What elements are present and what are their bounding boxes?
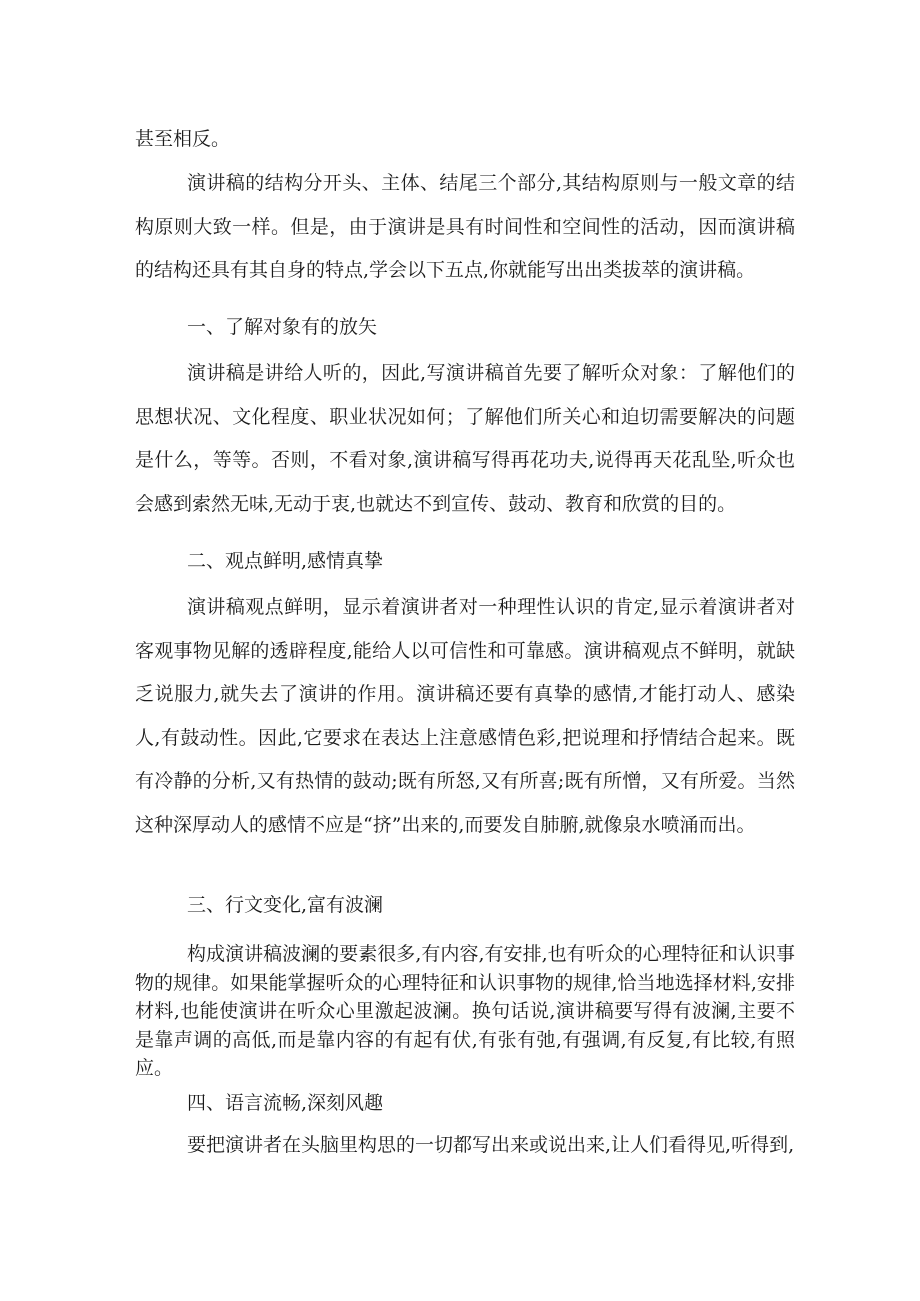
section-heading-3: 三、行文变化,富有波澜 xyxy=(187,894,384,916)
paragraph-structure-intro: 演讲稿的结构分开头、主体、结尾三个部分,其结构原则与一般文章的结构原则大致一样。但是，由于演讲是具有时间性和空间性的活动，因而演讲稿的结构还具有其自身的特点,学会以下五点,你就能写出出类拔萃的演讲稿。 xyxy=(135,172,795,281)
paragraph-section-2: 演讲稿观点鲜明，显示着演讲者对一种理性认识的肯定,显示着演讲者对客观事物见解的透辟程度,能给人以可信性和可靠感。演讲稿观点不鲜明，就缺乏说服力,就失去了演讲的作用。演讲稿还要有真挚的感情,才能打动人、感染人,有鼓动性。因此,它要求在表达上注意感情色彩,把说理和抒情结合起来。既有冷静的分析,又有热情的鼓动;既有所怒,又有所喜;既有所憎，又有所爱。当然这种深厚动人的感情不应是“挤”出来的,而要发自肺腑,就像泉水喷涌而出。 xyxy=(135,596,795,836)
paragraph-section-3: 构成演讲稿波澜的要素很多,有内容,有安排,也有听众的心理特征和认识事物的规律。如果能掌握听众的心理特征和认识事物的规律,恰当地选择材料,安排材料,也能使演讲在听众心里激起波澜。换句话说,演讲稿要写得有波澜,主要不是靠声调的高低,而是靠内容的有起有伏,有张有弛,有强调,有反复,有比较,有照应。 xyxy=(135,943,795,1079)
paragraph-continuation: 甚至相反。 xyxy=(135,128,231,150)
paragraph-section-4: 要把演讲者在头脑里构思的一切都写出来或说出来,让人们看得见,听得到, xyxy=(187,1134,795,1156)
section-heading-1: 一、了解对象有的放矢 xyxy=(187,316,378,338)
section-heading-4: 四、语言流畅,深刻风趣 xyxy=(187,1092,384,1114)
section-heading-2: 二、观点鲜明,感情真挚 xyxy=(187,550,384,572)
paragraph-section-1: 演讲稿是讲给人听的，因此,写演讲稿首先要了解听众对象：了解他们的思想状况、文化程度、职业状况如何；了解他们所关心和迫切需要解决的问题是什么，等等。否则，不看对象,演讲稿写得再花功夫,说得再天花乱坠,听众也会感到索然无味,无动于衷,也就达不到宣传、鼓动、教育和欣赏的目的。 xyxy=(135,362,795,515)
